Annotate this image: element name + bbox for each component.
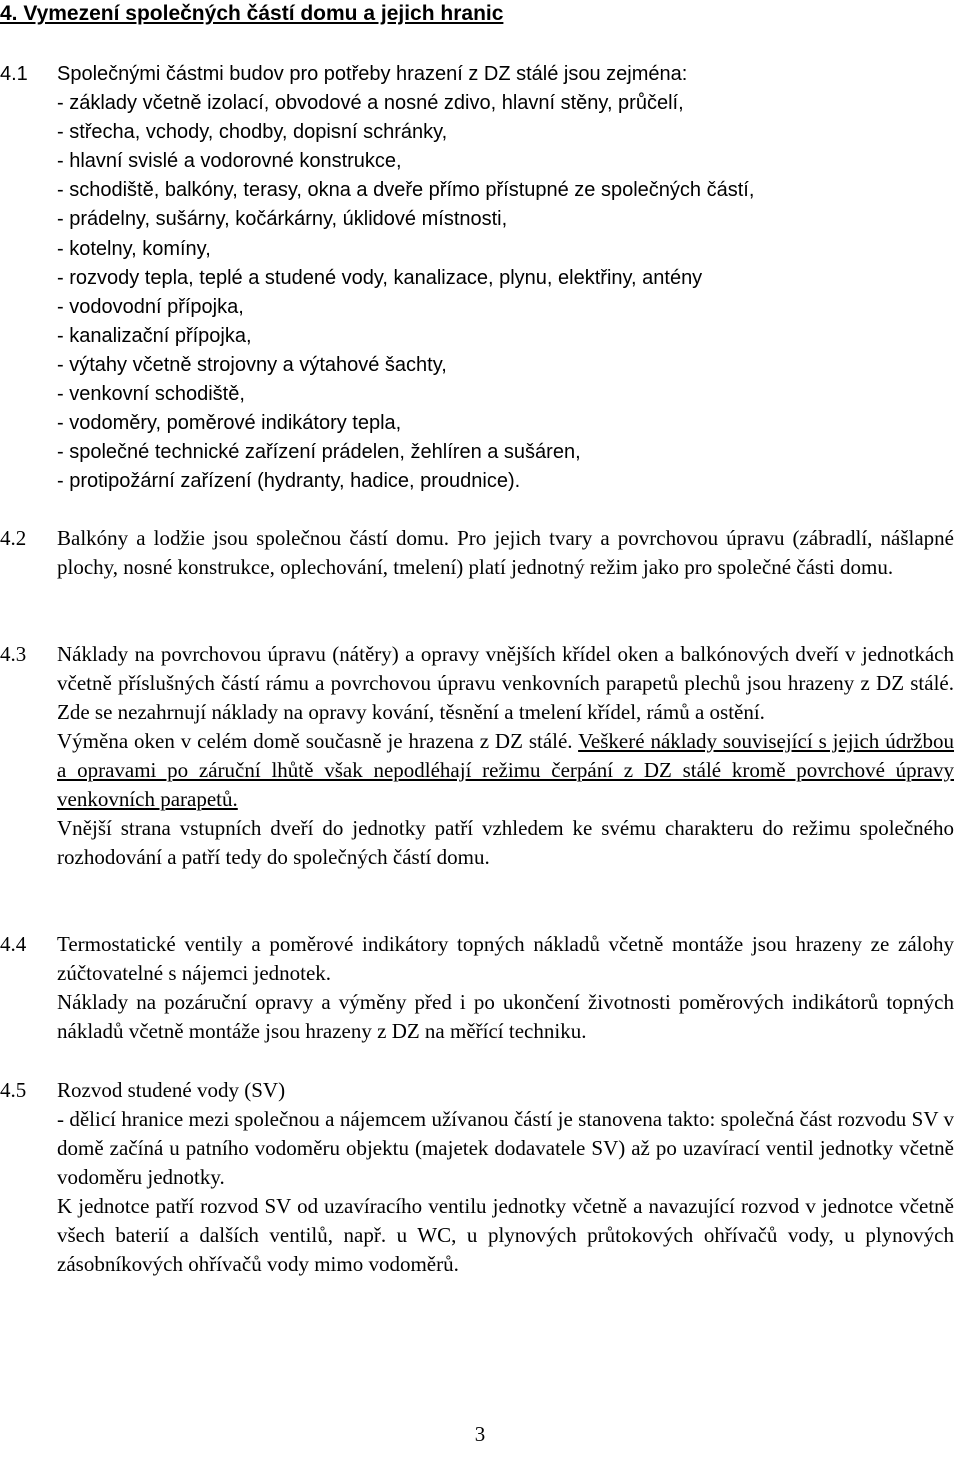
section-4-2-text: Balkóny a lodžie jsou společnou částí domu. Pro jejich tvary a povrchovou úpravu (zábradlí, nášlapné plochy, nosné konstrukce, oplechování, tmelení) platí jednotný režim jako pro společné části domu. <box>57 526 954 579</box>
section-4-5 <box>57 1076 954 1279</box>
section-4-3-paragraph <box>57 727 954 814</box>
section-4-4-paragraph: Náklady na pozáruční opravy a výměny před i po ukončení životnosti poměrových indikátorů topných nákladů včetně montáže jsou hrazeny z DZ na měřící techniku. <box>57 990 954 1043</box>
paragraph-text: Výměna oken v celém domě současně je hrazena z DZ stálé. <box>57 729 579 753</box>
list-item: - rozvody tepla, teplé a studené vody, kanalizace, plynu, elektřiny, antény <box>57 266 703 289</box>
list-item: - společné technické zařízení prádelen, žehlíren a sušáren, <box>57 441 581 464</box>
section-4-1-intro: Společnými částmi budov pro potřeby hrazení z DZ stálé jsou zejména: <box>57 63 688 85</box>
section-4-3-paragraph: Náklady na povrchovou úpravu (nátěry) a opravy vnějších křídel oken a balkónových dveří v jednotkách včetně příslušných částí rámu a povrchovou úpravu venkovních parapetů plechů jsou hrazeny z DZ stálé. Zde se nezahrnují náklady na opravy kování, těsnění a tmelení křídel, rámů a ostění. <box>57 642 954 724</box>
section-heading: 4. Vymezení společných částí domu a jejich hranic <box>0 2 504 25</box>
list-item: - základy včetně izolací, obvodové a nosné zdivo, hlavní stěny, průčelí, <box>57 92 684 115</box>
list-item: - vodovodní přípojka, <box>57 295 244 318</box>
list-item: - prádelny, sušárny, kočárkárny, úklidové místnosti, <box>57 208 508 231</box>
section-4-5-paragraph: - dělicí hranice mezi společnou a nájemcem užívanou částí je stanovena takto: společná část rozvodu SV v domě začíná u patního vodoměru objektu (majetek dodavatele SV) až po uzavírací ventil jednotky včetně vodoměru jednotky. <box>57 1107 954 1189</box>
page-number: 3 <box>474 1422 486 1446</box>
list-item: - protipožární zařízení (hydranty, hadice, proudnice). <box>57 470 521 493</box>
section-4-5-paragraph: K jednotce patří rozvod SV od uzavíracího ventilu jednotky včetně a navazující rozvod v jednotce včetně všech baterií a dalších ventilů, např. u WC, u plynových průtokových ohřívačů vody, u plynových zásobníkových ohřívačů vody mimo vodoměrů. <box>57 1194 954 1276</box>
list-item: - kanalizační přípojka, <box>57 324 252 347</box>
section-4-3 <box>57 640 954 872</box>
section-number-4-4: 4.4 <box>0 932 27 956</box>
section-4-4-paragraph: Termostatické ventily a poměrové indikátory topných nákladů včetně montáže jsou hrazeny ze zálohy zúčtovatelné s nájemci jednotek. <box>57 932 954 985</box>
common-parts-list <box>57 89 957 496</box>
section-4-1 <box>57 60 957 496</box>
section-4-4 <box>57 930 954 1046</box>
list-item: - venkovní schodiště, <box>57 383 245 406</box>
section-4-3-paragraph: Vnější strana vstupních dveří do jednotky patří vzhledem ke svému charakteru do režimu společného rozhodování a patří tedy do společných částí domu. <box>57 816 954 869</box>
section-number-4-1: 4.1 <box>0 63 28 85</box>
list-item: - schodiště, balkóny, terasy, okna a dveře přímo přístupné ze společných částí, <box>57 179 755 202</box>
list-item: - vodoměry, poměrové indikátory tepla, <box>57 412 402 435</box>
list-item: - hlavní svislé a vodorovné konstrukce, <box>57 150 402 173</box>
section-number-4-2: 4.2 <box>0 526 27 550</box>
list-item: - střecha, vchody, chodby, dopisní schránky, <box>57 121 448 144</box>
list-item: - kotelny, komíny, <box>57 237 211 260</box>
section-number-4-5: 4.5 <box>0 1078 27 1102</box>
section-number-4-3: 4.3 <box>0 642 27 666</box>
list-item: - výtahy včetně strojovny a výtahové šachty, <box>57 353 447 376</box>
section-4-2 <box>57 524 954 582</box>
underlined-text: Veškeré náklady související s jejich údržbou a opravami po záruční lhůtě však nepodléhají režimu čerpání z DZ stálé kromě povrchové úpravy venkovních parapetů. <box>57 729 955 811</box>
section-4-5-title: Rozvod studené vody (SV) <box>57 1078 286 1102</box>
